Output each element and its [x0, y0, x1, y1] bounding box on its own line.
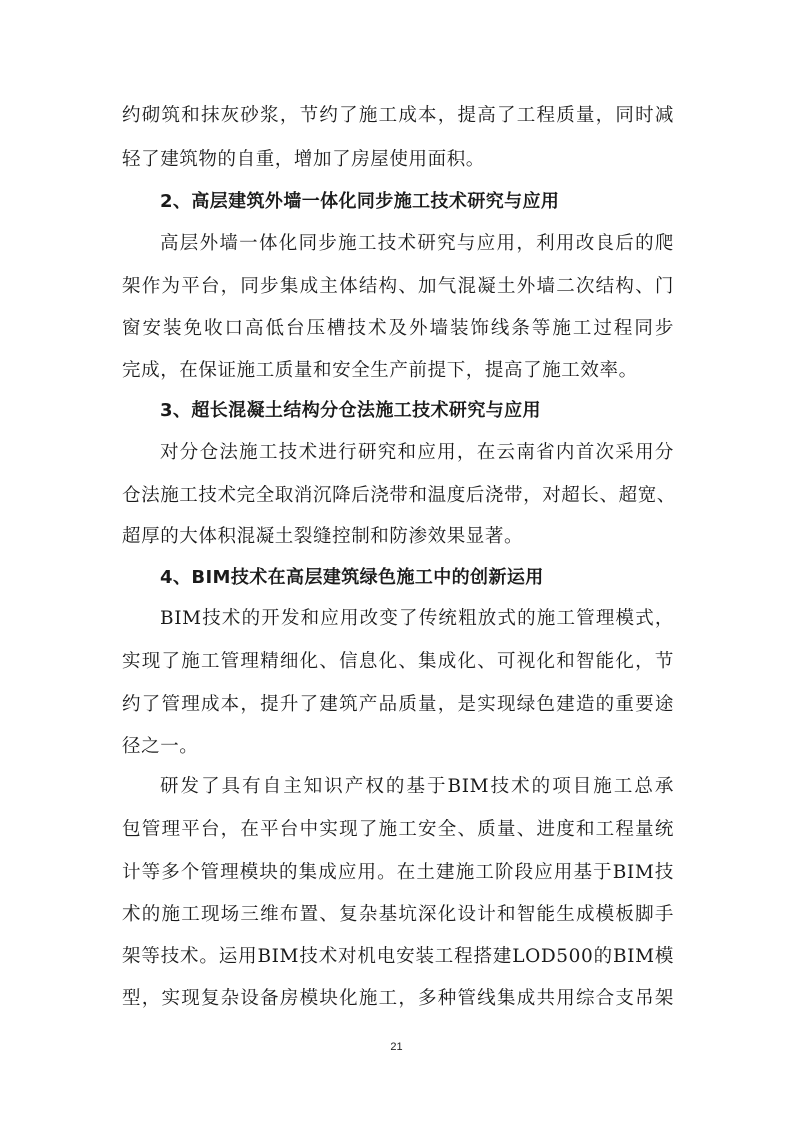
paragraph-4-line-4: 径之一。	[122, 736, 199, 757]
paragraph-5-line-5: 架等技术。运用BIM技术对机电安装工程搭建LOD500的BIM模	[122, 946, 674, 967]
paragraph-2-line-1: 高层外墙一体化同步施工技术研究与应用，利用改良后的爬	[160, 233, 674, 254]
section-heading-3: 3、超长混凝土结构分仓法施工技术研究与应用	[160, 400, 541, 421]
paragraph-5-line-3: 计等多个管理模块的集成应用。在土建施工阶段应用基于BIM技	[122, 862, 674, 883]
paragraph-5-line-6: 型，实现复杂设备房模块化施工，多种管线集成共用综合支吊架	[122, 988, 674, 1009]
paragraph-5-line-2: 包管理平台，在平台中实现了施工安全、质量、进度和工程量统	[122, 819, 674, 840]
paragraph-2-line-3: 窗安装免收口高低台压槽技术及外墙装饰线条等施工过程同步	[122, 318, 674, 339]
paragraph-4-line-2: 实现了施工管理精细化、信息化、集成化、可视化和智能化，节	[122, 651, 674, 672]
paragraph-4-line-1: BIM技术的开发和应用改变了传统粗放式的施工管理模式，	[160, 608, 674, 629]
paragraph-2-line-4: 完成，在保证施工质量和安全生产前提下，提高了施工效率。	[122, 360, 638, 381]
section-heading-2: 2、高层建筑外墙一体化同步施工技术研究与应用	[160, 191, 560, 212]
paragraph-2-line-2: 架作为平台，同步集成主体结构、加气混凝土外墙二次结构、门	[122, 276, 674, 297]
paragraph-1-line-2: 轻了建筑物的自重，增加了房屋使用面积。	[122, 149, 485, 170]
paragraph-4-line-3: 约了管理成本，提升了建筑产品质量，是实现绿色建造的重要途	[122, 694, 674, 715]
paragraph-3-line-1: 对分仓法施工技术进行研究和应用，在云南省内首次采用分	[160, 442, 674, 463]
paragraph-1-line-1: 约砌筑和抹灰砂浆，节约了施工成本，提高了工程质量，同时减	[122, 105, 674, 126]
page-number: 21	[390, 1041, 403, 1053]
paragraph-5-line-1: 研发了具有自主知识产权的基于BIM技术的项目施工总承	[160, 776, 674, 797]
paragraph-5-line-4: 术的施工现场三维布置、复杂基坑深化设计和智能生成模板脚手	[122, 904, 674, 925]
section-heading-4: 4、BIM技术在高层建筑绿色施工中的创新运用	[160, 567, 544, 588]
paragraph-3-line-3: 超厚的大体积混凝土裂缝控制和防渗效果显著。	[122, 526, 524, 547]
paragraph-3-line-2: 仓法施工技术完全取消沉降后浇带和温度后浇带，对超长、超宽、	[122, 485, 676, 506]
